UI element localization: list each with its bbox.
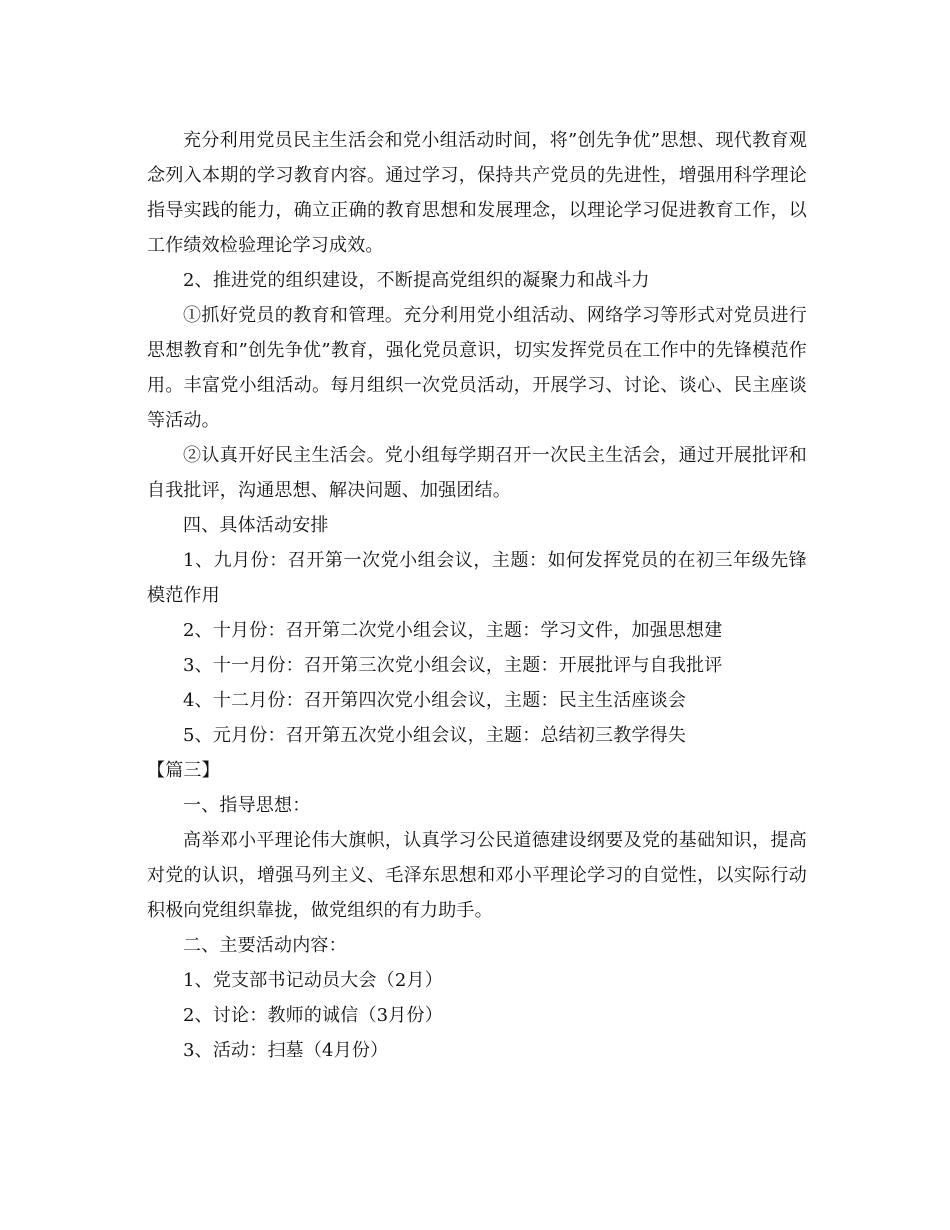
- list-item-november: 3、十一月份：召开第三次党小组会议，主题：开展批评与自我批评: [183, 655, 723, 676]
- paragraph-study-content: 充分利用党员民主生活会和党小组活动时间，将”创先争优”思想、现代教育观念列入本期的学习教育内容。通过学习，保持共产党员的先进性，增强用科学理论指导实践的能力，确立正确的教育思想和发展理念，以理论学习促进教育工作，以工作绩效检验理论学习成效。: [147, 130, 807, 256]
- list-item-october: 2、十月份：召开第二次党小组会议，主题：学习文件，加强思想建: [183, 620, 723, 641]
- heading-activity-schedule: 四、具体活动安排: [183, 515, 329, 536]
- paragraph-member-education: ①抓好党员的教育和管理。充分利用党小组活动、网络学习等形式对党员进行思想教育和”创先争优”教育，强化党员意识，切实发挥党员在工作中的先锋模范作用。丰富党小组活动。每月组织一次党员活动，开展学习、讨论、谈心、民主座谈等活动。: [147, 305, 807, 431]
- paragraph-democratic-life: ②认真开好民主生活会。党小组每学期召开一次民主生活会，通过开展批评和自我批评，沟通思想、解决问题、加强团结。: [147, 445, 807, 501]
- list-item-mobilization: 1、党支部书记动员大会（2月）: [183, 970, 443, 991]
- list-item-january: 5、元月份：召开第五次党小组会议，主题：总结初三教学得失: [183, 725, 687, 746]
- paragraph-guiding-thought: 高举邓小平理论伟大旗帜，认真学习公民道德建设纲要及党的基础知识，提高对党的认识，增强马列主义、毛泽东思想和邓小平理论学习的自觉性，以实际行动积极向党组织靠拢，做党组织的有力助手。: [147, 830, 807, 921]
- list-item-september: 1、九月份：召开第一次党小组会议，主题：如何发挥党员的在初三年级先锋模范作用: [147, 550, 807, 606]
- section-title-part-three: 【篇三】: [147, 760, 220, 781]
- heading-main-activities: 二、主要活动内容：: [183, 935, 347, 956]
- list-item-tomb-sweeping: 3、活动：扫墓（4月份）: [183, 1040, 389, 1061]
- list-item-discussion: 2、讨论：教师的诚信（3月份）: [183, 1005, 443, 1026]
- document-body: [147, 123, 807, 1068]
- heading-organization-building: 2、推进党的组织建设，不断提高党组织的凝聚力和战斗力: [183, 270, 650, 291]
- list-item-december: 4、十二月份：召开第四次党小组会议，主题：民主生活座谈会: [183, 690, 687, 711]
- heading-guiding-thought: 一、指导思想：: [183, 795, 311, 816]
